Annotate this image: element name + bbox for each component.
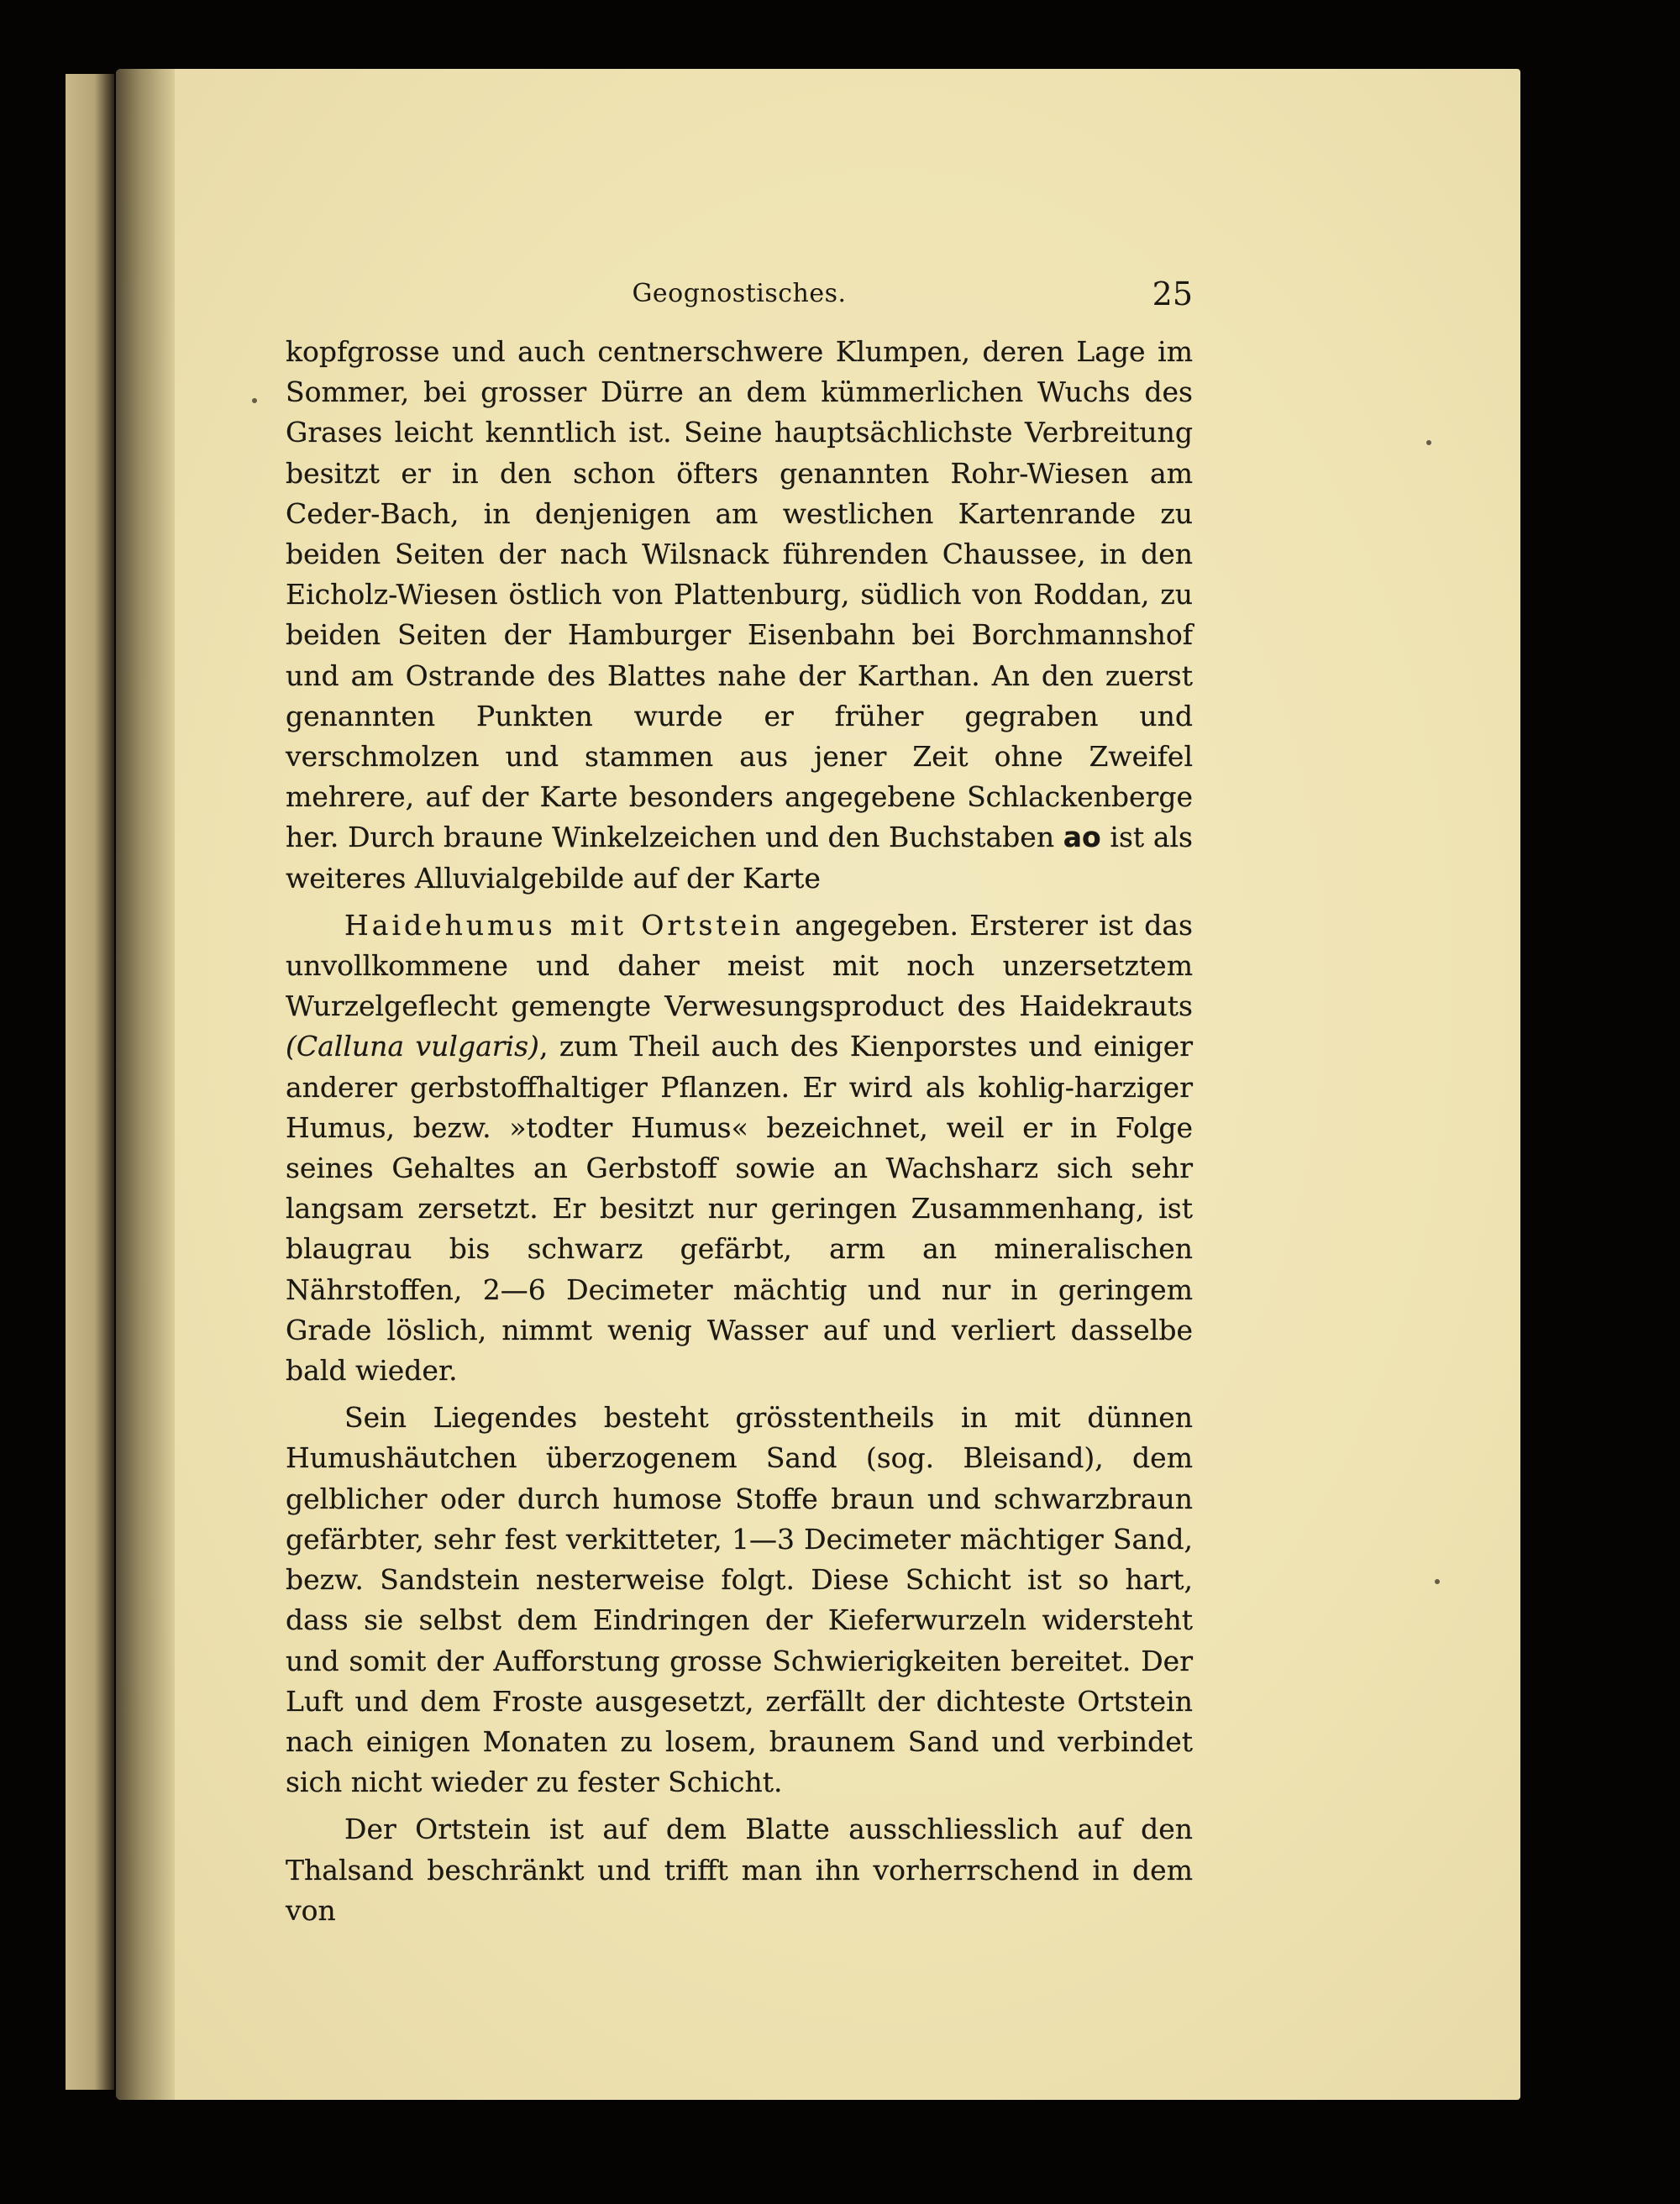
paragraph-haidehumus — [286, 905, 1193, 1391]
paragraph-text-tail: ist als weiteres Alluvialgebilde auf der Karte — [286, 821, 1193, 895]
body-text — [286, 332, 1193, 1931]
paper-speck — [252, 398, 257, 403]
paragraph-text-tail: , zum Theil auch des Kienporstes und einiger anderer gerbstoffhaltiger Pflanzen. Er wird als kohlig-harziger Humus, bezw. »todter Humus« bezeichnet, weil er in Folge seines Gehaltes an Gerbstoff sowie an Wachsharz sich sehr langsam zersetzt. Er besitzt nur geringen Zusammenhang, ist blaugrau bis schwarz gefärbt, arm an mineralischen Nährstoffen, 2—6 Decimeter mächtig und nur in geringem Grade löslich, nimmt wenig Wasser auf und verliert dasselbe bald wieder. — [286, 1030, 1194, 1388]
paper-speck — [1435, 1579, 1440, 1584]
map-symbol: ao — [1063, 821, 1101, 854]
page-number: 25 — [1152, 276, 1193, 312]
facing-page-edge — [66, 74, 114, 2090]
paragraph-ortstein — [286, 1809, 1193, 1931]
paragraph-liegendes — [286, 1398, 1193, 1803]
spaced-term: Haidehumus mit Ortstein — [344, 908, 784, 942]
paragraph-text: kopfgrosse und auch centnerschwere Klumpen, deren Lage im Sommer, bei grosser Dürre an dem kümmerlichen Wuchs des Grases leicht kenntlich ist. Seine hauptsächlichste Verbreitung besitzt er in den schon öfters genannten Rohr-Wiesen am Ceder-Bach, in denjenigen am westlichen Kartenrande zu beiden Seiten der nach Wilsnack führenden Chaussee, in den Eicholz-Wiesen östlich von Plattenburg, südlich von Roddan, zu beiden Seiten der Hamburger Eisenbahn bei Borchmannshof und am Ostrande des Blattes nahe der Karthan. An den zuerst genannten Punkten wurde er früher gegraben und verschmolzen und stammen aus jener Zeit ohne Zweifel mehrere, auf der Karte besonders angegebene Schlackenberge her. Durch braune Winkelzeichen und den Buchstaben — [286, 335, 1193, 854]
paragraph-text: angegeben. Ersterer ist das unvollkommene und daher meist mit noch unzersetztem Wurzelgeflecht gemengte Verwesungsproduct des Haidekrauts — [286, 908, 1193, 1023]
running-title: Geognostisches. — [632, 279, 847, 308]
paragraph-text: Sein Liegendes besteht grösstentheils in mit dünnen Humushäutchen überzogenem Sand (sog. Bleisand), dem gelblicher oder durch humose Stoffe braun und schwarzbraun gefärbter, sehr fest verkitteter, 1—3 Decimeter mächtiger Sand, bezw. Sandstein nesterweise folgt. Diese Schicht ist so hart, dass sie selbst dem Eindringen der Kieferwurzeln widersteht und somit der Aufforstung grosse Schwierigkeiten bereitet. Der Luft und dem Froste ausgesetzt, zerfällt der dichteste Ortstein nach einigen Monaten zu losem, braunem Sand und verbindet sich nicht wieder zu fester Schicht. — [286, 1401, 1193, 1799]
paragraph-continued — [286, 332, 1193, 899]
page-header — [286, 276, 1193, 321]
page-gutter-shadow — [116, 69, 175, 2100]
paper-speck — [1426, 440, 1431, 445]
paragraph-text: Der Ortstein ist auf dem Blatte ausschliesslich auf den Thalsand beschränkt und trifft man ihn vorherrschend in dem von — [286, 1813, 1193, 1927]
latin-name: (Calluna vulgaris) — [286, 1030, 539, 1063]
